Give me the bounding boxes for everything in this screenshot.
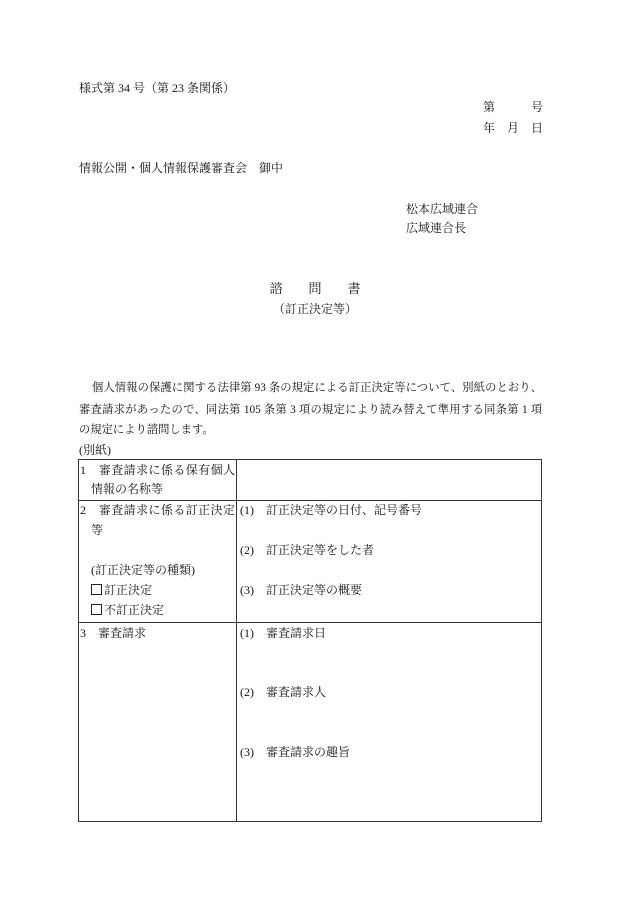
row-3-detail-1: (1) 審査請求日 bbox=[240, 626, 326, 640]
row-2-detail-3: (3) 訂正決定等の概要 bbox=[240, 583, 362, 597]
option-correction-decision bbox=[91, 583, 152, 597]
document-title: 諮 問 書 bbox=[269, 281, 361, 296]
attachment-label: (別紙) bbox=[79, 443, 111, 457]
option-non-correction-decision bbox=[91, 603, 164, 617]
form-number: 様式第 34 号（第 23 条関係） bbox=[79, 81, 236, 95]
row-2-item-line-1: 2 審査請求に係る訂正決定 bbox=[80, 503, 235, 517]
body-line-3: の規定により諮問します。 bbox=[79, 424, 214, 436]
row-3-detail-3: (3) 審査請求の趣旨 bbox=[240, 745, 350, 759]
checkbox-icon bbox=[91, 604, 102, 615]
option-label: 訂正決定 bbox=[104, 583, 153, 597]
decision-type-label: (訂正決定等の種類) bbox=[91, 563, 195, 577]
reference-number-line: 第 号 bbox=[483, 100, 544, 114]
body-line-2: 審査請求があったので、同法第 105 条第 3 項の規定により読み替えて準用する同条第 1 項 bbox=[79, 404, 542, 416]
sender-title: 広域連合長 bbox=[406, 221, 467, 235]
addressee: 情報公開・個人情報保護審査会 御中 bbox=[79, 161, 284, 175]
row-3-item-line-1: 3 審査請求 bbox=[80, 626, 147, 640]
row-1-detail-cell bbox=[237, 460, 541, 501]
row-1-item-cell bbox=[79, 460, 237, 501]
row-2-detail-1: (1) 訂正決定等の日付、記号番号 bbox=[240, 503, 422, 517]
row-2-detail-2: (2) 訂正決定等をした者 bbox=[240, 543, 374, 557]
row-3-item-cell bbox=[79, 623, 237, 821]
inquiry-table bbox=[78, 459, 542, 822]
checkbox-icon bbox=[91, 584, 102, 595]
sender-organization: 松本広域連合 bbox=[406, 202, 479, 216]
row-2-item-cell bbox=[79, 501, 237, 623]
row-2-detail-cell bbox=[237, 501, 541, 623]
option-label: 不訂正決定 bbox=[104, 603, 165, 617]
row-1-item-line-2: 情報の名称等 bbox=[91, 482, 164, 496]
date-line: 年 月 日 bbox=[483, 121, 544, 135]
row-3-detail-cell bbox=[237, 623, 541, 821]
body-line-1: 個人情報の保護に関する法律第 93 条の規定による訂正決定等について、別紙のとおり、 bbox=[92, 382, 542, 394]
document-subtitle: （訂正決定等） bbox=[272, 302, 357, 316]
row-3-detail-2: (2) 審査請求人 bbox=[240, 685, 326, 699]
row-1-item-line-1: 1 審査請求に係る保有個人 bbox=[80, 463, 235, 477]
row-2-item-line-2: 等 bbox=[91, 523, 104, 537]
